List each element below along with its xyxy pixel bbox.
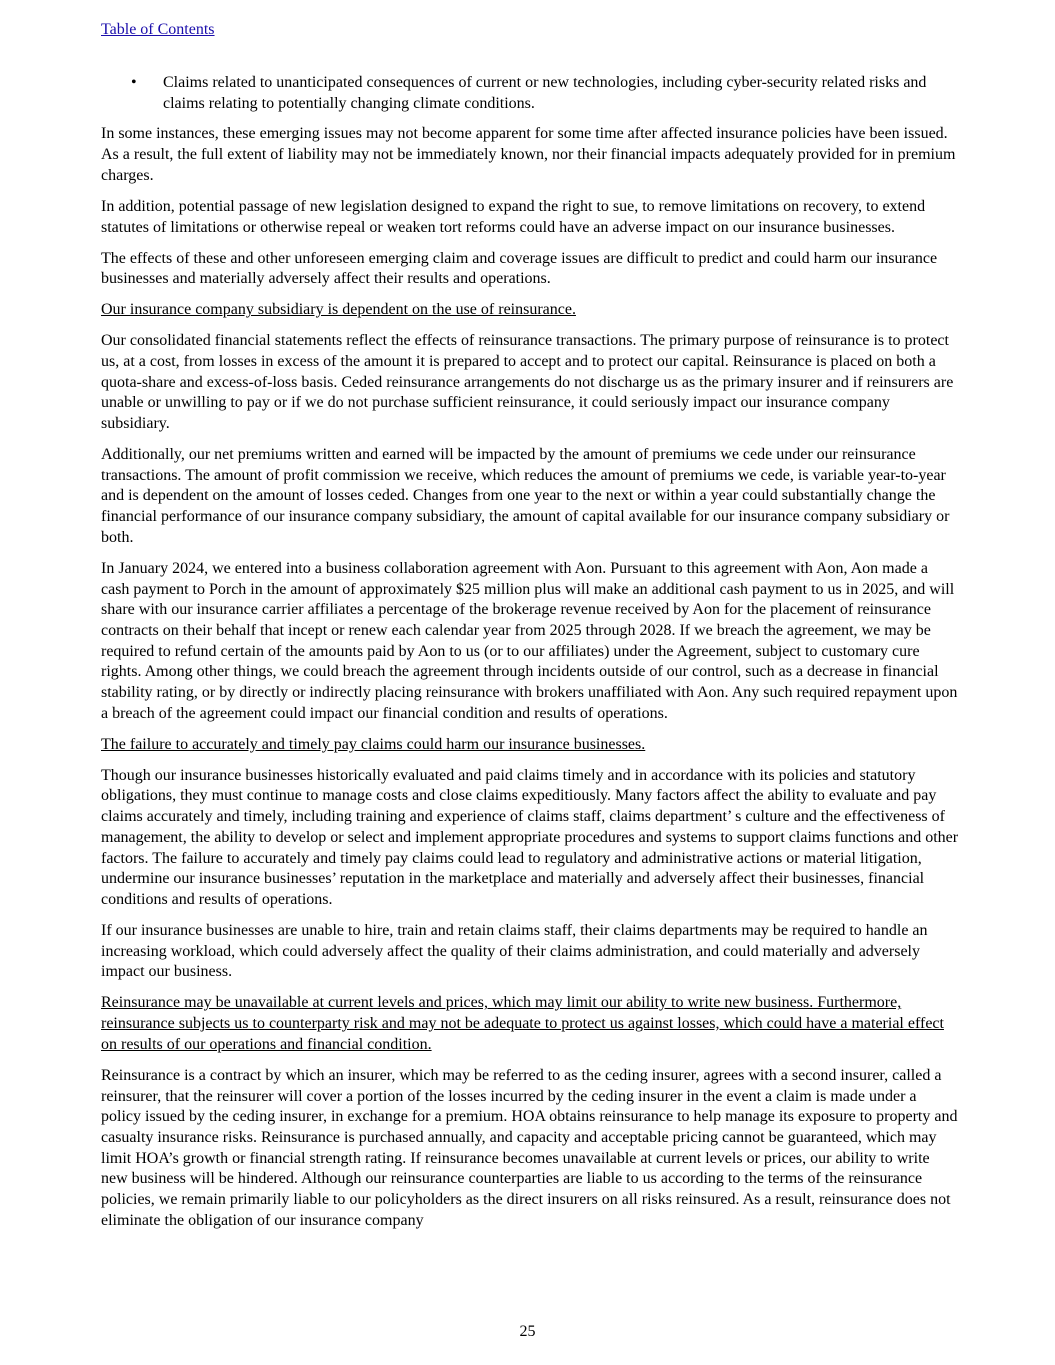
bullet-text: Claims related to unanticipated consequences of current or new technologies, including cyber-security related risks and claims relating to potentially changing climate conditions.	[163, 74, 927, 112]
section-heading: Reinsurance may be unavailable at current levels and prices, which may limit our ability to write new business. Furthermore, reinsurance subjects us to counterparty risk and may not be adequate to protect us against losses, which could have a material effect on results of our operations and financial condition.	[101, 994, 944, 1053]
bullet-icon: •	[131, 74, 137, 91]
section-heading: Our insurance company subsidiary is dependent on the use of reinsurance.	[101, 301, 576, 319]
paragraph: If our insurance businesses are unable to hire, train and retain claims staff, their claims departments may be required to handle an increasing workload, which could adversely affect the quality of their claims administration, and could materially and adversely impact our business.	[101, 921, 928, 981]
table-of-contents-link[interactable]: Table of Contents	[101, 21, 215, 38]
paragraph: Reinsurance is a contract by which an insurer, which may be referred to as the ceding insurer, agrees with a second insurer, called a reinsurer, that the reinsurer will cover a portion of the losses incurred by the ceding insurer in the event a claim is made under a policy issued by the ceding insurer, in exchange for a premium. HOA obtains reinsurance to help manage its exposure to property and casualty insurance risks. Reinsurance is purchased annually, and capacity and acceptable pricing cannot be guaranteed, which may limit HOA’s growth or financial strength rating. If reinsurance becomes unavailable at current levels or prices, our ability to write new business will be hindered. Although our reinsurance counterparties are liable to us according to the terms of the reinsurance policies, we remain primarily liable to our policyholders as the direct insurers on all risks reinsured. As a result, reinsurance does not eliminate the obligation of our insurance company	[101, 1066, 958, 1229]
paragraph: In January 2024, we entered into a business collaboration agreement with Aon. Pursuant to this agreement with Aon, Aon made a cash payment to Porch in the amount of approximately $25 million plus will make an additional cash payment to us in 2025, and will share with our insurance carrier affiliates a percentage of the brokerage revenue received by Aon for the placement of reinsurance contracts on their behalf that incept or renew each calendar year from 2025 through 2028. If we breach the agreement, we may be required to refund certain of the amounts paid by Aon to us (or to our affiliates) under the Agreement, subject to customary cure rights. Among other things, we could breach the agreement through incidents outside of our control, such as a decrease in financial stability rating, or by directly or indirectly placing reinsurance with brokers unaffiliated with Aon. Any such required repayment upon a breach of the agreement could impact our financial condition and results of operations.	[101, 559, 958, 722]
paragraph: Additionally, our net premiums written and earned will be impacted by the amount of premiums we cede under our reinsurance transactions. The amount of profit commission we receive, which reduces the amount of premiums we cede, is variable year-to-year and is dependent on the amount of losses ceded. Changes from one year to the next or within a year could substantially change the financial performance of our insurance company subsidiary, the amount of capital available for our insurance company subsidiary or both.	[101, 446, 950, 546]
bullet-item	[101, 73, 959, 114]
paragraph: In addition, potential passage of new legislation designed to expand the right to sue, to remove limitations on recovery, to extend statutes of limitations or otherwise repeal or weaken tort reforms could have an adverse impact on our insurance businesses.	[101, 197, 926, 236]
page-number: 25	[519, 1323, 536, 1340]
section-heading: The failure to accurately and timely pay claims could harm our insurance businesses.	[101, 735, 646, 753]
paragraph: The effects of these and other unforeseen emerging claim and coverage issues are difficult to predict and could harm our insurance businesses and materially adversely affect their results and operations.	[101, 249, 938, 288]
paragraph: In some instances, these emerging issues may not become apparent for some time after affected insurance policies have been issued. As a result, the full extent of liability may not be immediately known, nor their financial impacts adequately provided for in premium charges.	[101, 125, 956, 184]
document-body	[101, 73, 959, 1242]
paragraph: Our consolidated financial statements reflect the effects of reinsurance transactions. The primary purpose of reinsurance is to protect us, at a cost, from losses in excess of the amount it is prepared to accept and to protect our capital. Reinsurance is placed on both a quota-share and excess-of-loss basis. Ceded reinsurance arrangements do not discharge us as the primary insurer and if reinsurers are unable or unwilling to pay or if we do not purchase sufficient reinsurance, it could seriously impact our insurance company subsidiary.	[101, 332, 954, 433]
paragraph: Though our insurance businesses historically evaluated and paid claims timely and in accordance with its policies and statutory obligations, they must continue to manage costs and close claims expeditiously. Many factors affect the ability to evaluate and pay claims accurately and timely, including training and experience of claims staff, claims department’ s culture and the effectiveness of management, the ability to develop or select and implement appropriate procedures and systems to support claims functions and other factors. The failure to accurately and timely pay claims could lead to regulatory and administrative actions or material litigation, undermine our insurance businesses’ reputation in the marketplace and materially and adversely affect their businesses, financial conditions and results of operations.	[101, 766, 959, 908]
